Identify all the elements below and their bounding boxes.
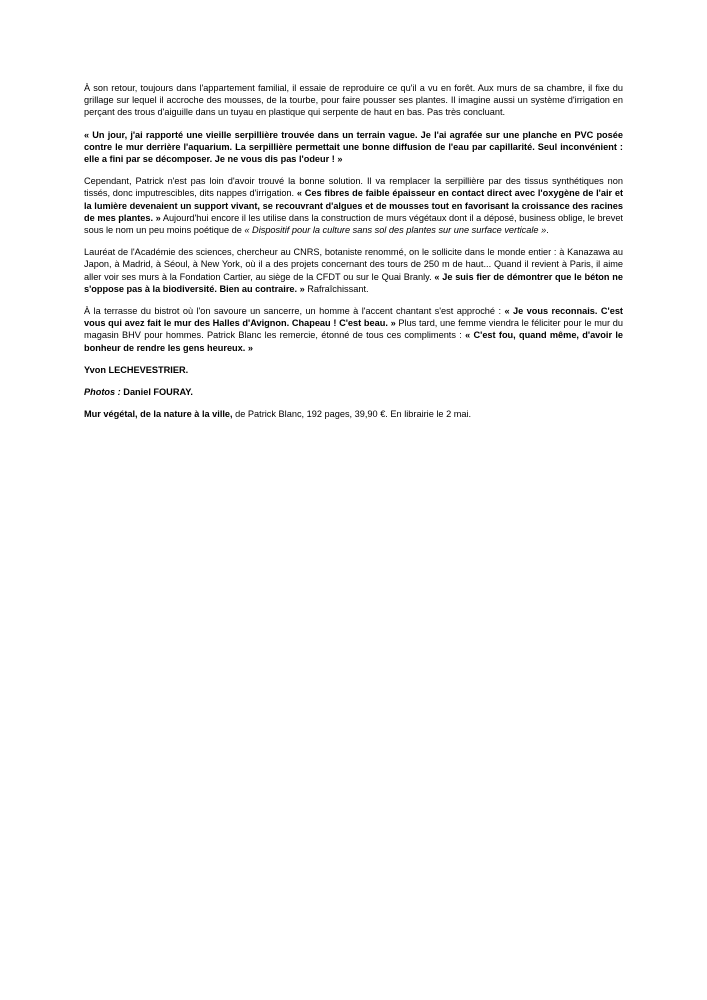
book-details: de Patrick Blanc, 192 pages, 39,90 €. En librairie le 2 mai. [232, 409, 472, 420]
quote-fibres: « Ces fibres de faible épaisseur en contact direct avec l'oxygène de l'air et la lumière devenaient un support vivant, se recouvrant d'algues et de mousses tout en favorisant la croissance des racines de mes plantes. » [84, 188, 624, 223]
author-signature [84, 364, 623, 376]
photo-credit [84, 386, 623, 398]
quote-avignon: « Je vous reconnais. C'est vous qui avez fait le mur des Halles d'Avignon. Chapeau ! C'est beau. » [84, 306, 623, 329]
book-title: Mur végétal, de la nature à la ville, [84, 409, 233, 420]
paragraph-1-text: À son retour, toujours dans l'appartement familial, il essaie de reproduire ce qu'il a vu en forêt. Aux murs de sa chambre, il fixe du grillage sur lequel il accroche des mousses, de la tourbe, pour faire pousser ses plantes. Il imagine aussi un système d'irrigation en perçant des trous d'aiguille dans un tuyau en plastique qui serpente de haut en bas. Pas très concluant. [84, 83, 623, 118]
quote-beton: « Je suis fier de démontrer que le béton ne s'oppose pas à la biodiversité. Bien au contraire. » [84, 271, 623, 294]
paragraph-3-intro: Cependant, Patrick n'est pas loin d'avoir trouvé la bonne solution. Il va remplacer la serpillière par des tissus synthétiques non tissés, donc imputrescibles, dits nappes d'irrigation. [84, 176, 623, 199]
article-body [84, 82, 623, 430]
paragraph-3-middle: Aujourd'hui encore il les utilise dans la construction de murs végétaux dont il a déposé, business oblige, le brevet sous le nom un peu moins poétique de [84, 212, 623, 236]
author-name: Yvon LECHEVESTRIER. [84, 364, 189, 375]
paragraph-4-end: Rafraîchissant. [304, 283, 369, 294]
quote-bonheur: « C'est fou, quand même, d'avoir le bonheur de rendre les gens heureux. » [84, 330, 623, 353]
paragraph-4-intro: Lauréat de l'Académie des sciences, chercheur au CNRS, botaniste renommé, on le sollicite dans le monde entier : à Kanazawa au Japon, à Madrid, à Séoul, à New York, où il a des projets concernant des tours de 250 m de haut... Quand il revient à Paris, il aime aller voir ses murs à la Fondation Cartier, au siège de la CFDT ou sur le Quai Branly. [84, 247, 623, 282]
paragraph-4 [84, 246, 623, 295]
paragraph-1 [84, 82, 623, 119]
photographer-name: Daniel FOURAY. [120, 387, 193, 398]
quote-paragraph [84, 129, 623, 166]
patent-title: « Dispositif pour la culture sans sol des plantes sur une surface verticale » [244, 225, 547, 236]
photos-label: Photos : [84, 387, 121, 398]
paragraph-3-end: . [546, 225, 549, 236]
quote-serpilliere: « Un jour, j'ai rapporté une vieille serpillière trouvée dans un terrain vague. Je l'ai agrafée sur une planche en PVC posée contre le mur derrière l'aquarium. La serpillière permettait une bonne diffusion de l'eau par capillarité. Seul inconvénient : elle a fini par se décomposer. Je ne vous dis pas l'odeur ! » [84, 129, 623, 165]
paragraph-5-intro: À la terrasse du bistrot où l'on savoure un sancerre, un homme à l'accent chantant s'est approché : [84, 306, 505, 317]
book-reference [84, 408, 623, 420]
paragraph-5 [84, 305, 623, 354]
paragraph-5-middle: Plus tard, une femme viendra le féliciter pour le mur du magasin BHV pour hommes. Patrick Blanc les remercie, étonné de tous ces compliments : [84, 318, 623, 341]
paragraph-3 [84, 175, 623, 236]
